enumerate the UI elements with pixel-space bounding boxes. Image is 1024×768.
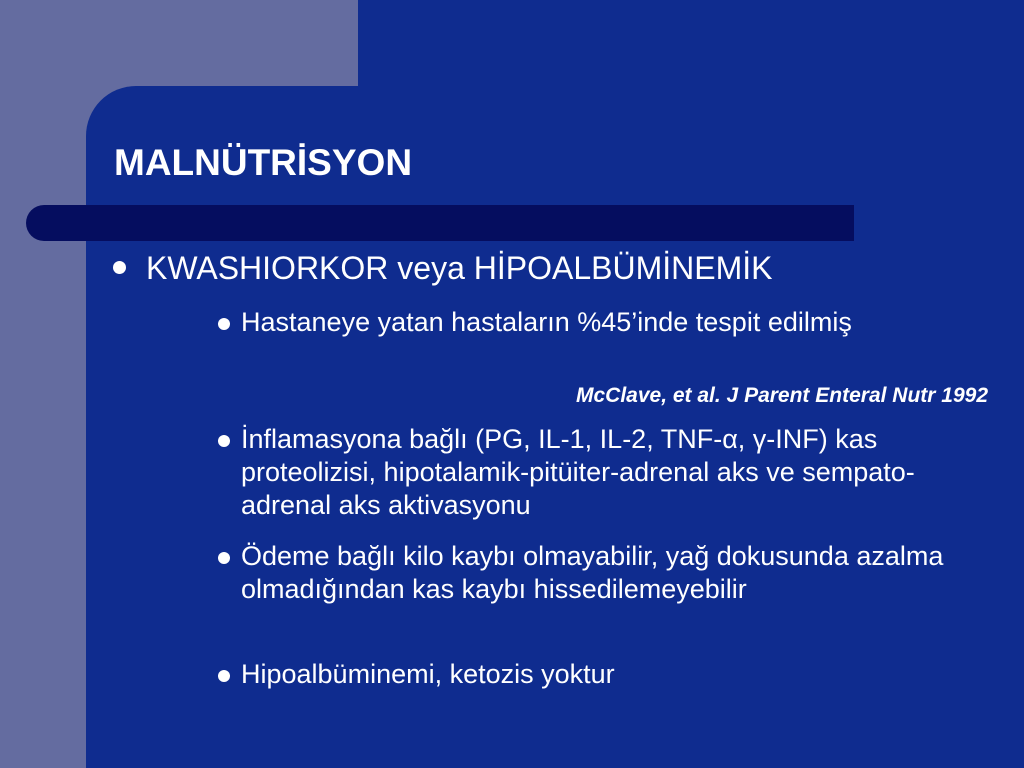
title-underline-bar (26, 205, 854, 241)
main-bullet (113, 250, 772, 287)
side-panel-decoration (0, 0, 86, 768)
sub-bullet-text: Ödeme bağlı kilo kaybı olmayabilir, yağ dokusunda azalma olmadığından kas kaybı hissedilemeyebilir (241, 541, 944, 604)
bullet-dot-icon (218, 435, 230, 447)
top-panel-decoration (0, 0, 358, 86)
sub-bullet-text: Hipoalbüminemi, ketozis yoktur (241, 659, 615, 689)
sub-bullet-text: Hastaneye yatan hastaların %45’inde tespit edilmiş (241, 307, 852, 337)
sub-bullet-2 (216, 423, 996, 522)
bullet-dot-icon (218, 318, 230, 330)
sub-bullet-text: İnflamasyona bağlı (PG, IL-1, IL-2, TNF-α, γ-INF) kas proteolizisi, hipotalamik-pitüiter-adrenal aks ve sempato-adrenal aks aktivasyonu (241, 424, 915, 520)
sub-bullet-3 (216, 540, 996, 606)
sub-bullet-1 (216, 306, 996, 339)
sub-bullet-4 (216, 658, 996, 691)
bullet-dot-icon (218, 552, 230, 564)
bullet-dot-icon (218, 670, 230, 682)
bullet-dot-icon (113, 261, 126, 274)
slide-title: MALNÜTRİSYON (114, 142, 413, 183)
main-bullet-text: KWASHIORKOR veya HİPOALBÜMİNEMİK (146, 250, 773, 286)
citation: McClave, et al. J Parent Enteral Nutr 1992 (575, 384, 988, 407)
